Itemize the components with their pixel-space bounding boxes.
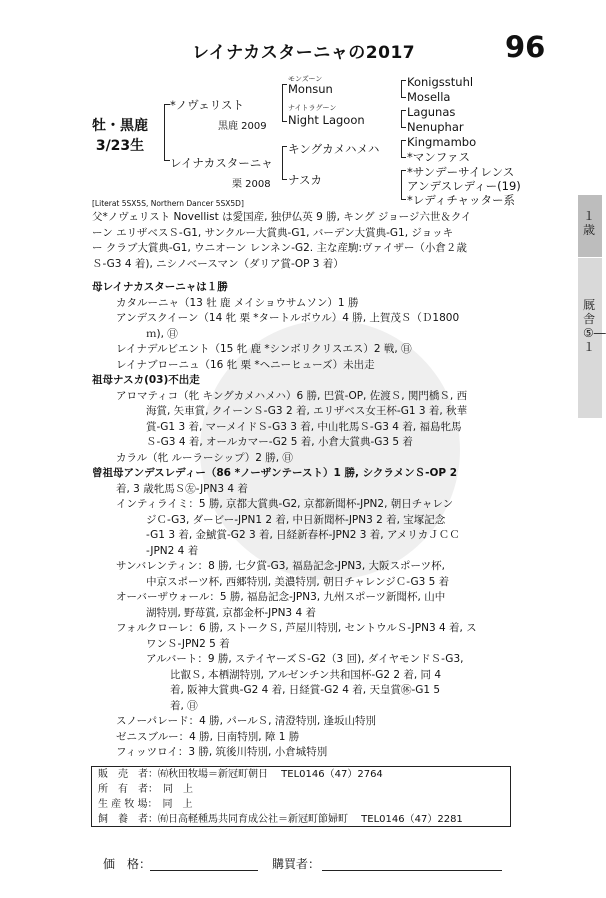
pedigree-bracket-3	[282, 146, 287, 180]
progeny-line: アルバート：9 勝, ステイヤーズＳ-G2（3 回), ダイヤモンドＳ-G3,	[146, 653, 464, 665]
dam-section	[92, 280, 459, 373]
dam-sire: キングカメハメハ	[288, 142, 380, 156]
gg-9: *レディチャッター系	[407, 193, 515, 207]
gg-6: *マンファス	[407, 150, 471, 164]
seller-line: 販 売 者：㈲秋田牧場＝新冠町朝日 TEL0146（47）2764	[98, 769, 383, 780]
gg-7: *サンデーサイレンス	[407, 165, 515, 179]
progeny-line: 賞-G1 3 着, マーメイドＳ-G3 3 着, 中山牝馬Ｓ-G3 4 着, 福島牝馬	[146, 420, 462, 433]
gg-8: アンデスレディー(19)	[407, 179, 521, 193]
gg-2: Mosella	[407, 90, 451, 104]
bracket-5	[401, 110, 406, 128]
gg-5: Kingmambo	[407, 135, 477, 149]
inbreeding-note: [Literat 5SX5S, Northern Dancer 5SX5D]	[92, 199, 244, 208]
progeny-line: カタルーニャ（13 牡 鹿 メイショウサムソン）1 勝	[116, 296, 359, 309]
progeny-line: フォルクローレ：6 勝, ストークＳ, 芦屋川特別, セントウルＳ-JPN3 4 着, ス	[116, 622, 477, 634]
progeny-line: ワンＳ-JPN2 5 着	[146, 637, 230, 650]
sire-name: *ノヴェリスト	[170, 98, 245, 112]
buyer-field-line[interactable]	[322, 870, 502, 871]
lot-number: 96	[505, 30, 546, 64]
progeny-line: インティライミ：5 勝, 京都大賞典-G2, 京都新聞杯-JPN2, 朝日チャレン	[116, 498, 454, 510]
side-tab-stable[interactable]	[578, 258, 606, 418]
bracket-6	[401, 140, 406, 158]
progeny-line: レイナデルビエント（15 牝 鹿 *シンボリクリスエス）2 戦, ㊐	[116, 343, 412, 355]
progeny-line: ｍ), ㊐	[146, 327, 178, 340]
sire-text-line: 父*ノヴェリスト Novellist は愛国産, 独伊仏英 9 勝, キング ジョージ六世＆クイ	[92, 211, 472, 223]
dam-name: レイナカスターニャ	[170, 156, 273, 170]
sire-description	[92, 210, 471, 272]
sire-sire: Monsun	[288, 82, 333, 96]
sex-color: 牡・黒鹿	[92, 118, 148, 134]
progeny-line: レイナブローニュ（16 牝 栗 *ヘニーヒューズ）未出走	[116, 358, 375, 371]
granddam-heading: 祖母ナスカ(03)不出走	[92, 374, 200, 386]
pedigree-bracket-2	[282, 84, 287, 122]
horse-info	[92, 116, 148, 156]
sire-text-line: ー クラブ大賞典-G1, ウニオーン レンネン-G2. 主な産駒:ヴァイザー（小倉２歳	[92, 242, 467, 254]
ss-ruby: モンズーン	[288, 75, 323, 83]
progeny-line: 中京スポーツ杯, 西郷特別, 美濃特別, 朝日チャレンジＣ-G3 5 着	[146, 575, 450, 588]
progeny-line: オーバーザウォール：5 勝, 福島記念-JPN3, 九州スポーツ新聞杯, 山中	[116, 591, 446, 603]
dam-dam: ナスカ	[288, 173, 323, 187]
progeny-line: -G1 3 着, 金鯱賞-G2 3 着, 日経新春杯-JPN2 3 着, アメリカＪＣＣ	[146, 529, 460, 541]
price-field-line[interactable]	[150, 870, 258, 871]
ggdam-section	[92, 466, 477, 761]
pedigree-bracket-1	[164, 104, 170, 161]
progeny-line: 着, ㊐	[170, 699, 198, 712]
owner-line: 所 有 者： 同 上	[98, 784, 193, 795]
dam-heading: 母レイナカスターニャは１勝	[92, 281, 228, 293]
bracket-7	[401, 170, 406, 200]
side-tab-age-label: １歳	[583, 209, 596, 237]
progeny-line: 湖特別, 野苺賞, 京都金杯-JPN3 4 着	[146, 606, 316, 619]
sire-dam: Night Lagoon	[288, 113, 365, 127]
ggdam-heading: 曾祖母アンデスレディー（86 *ノーザンテースト）1 勝, シクラメンＳ-OP 2	[92, 467, 458, 479]
progeny-line: 着, 阪神大賞典-G2 4 着, 日経賞-G2 4 着, 天皇賞㊡-G1 5	[170, 684, 441, 696]
farm-line: 生 産 牧 場： 同 上	[98, 799, 193, 810]
sire-text-line: ーン エリザベスＳ-G1, サンクルー大賞典-G1, バーデン大賞典-G1, ジョッキ	[92, 226, 454, 239]
side-tab-stable-label: 厩舎⑤―１	[583, 298, 606, 354]
progeny-line: 海賞, 矢車賞, クイーンＳ-G3 2 着, エリザベス女王杯-G1 3 着, 秋華	[146, 405, 468, 417]
gg-4: Nenuphar	[407, 120, 464, 134]
progeny-line: フィッツロイ：3 勝, 筑後川特別, 小倉城特別	[116, 746, 328, 758]
dam-info: 栗 2008	[232, 179, 271, 190]
raiser-line: 飼 養 者：㈲日高軽種馬共同育成公社＝新冠町節婦町 TEL0146（47）2281	[98, 814, 463, 825]
progeny-line: アンデスクイーン（14 牝 栗 *タートルボウル）4 勝, 上賀茂Ｓ（Ｄ1800	[116, 312, 460, 324]
bracket-4	[401, 80, 406, 98]
progeny-line: カラル（牝 ルーラーシップ）2 勝, ㊐	[116, 451, 293, 464]
progeny-line: -JPN2 4 着	[146, 544, 199, 557]
sd-ruby: ナイトラグーン	[288, 104, 337, 112]
gg-1: Konigsstuhl	[407, 75, 474, 89]
progeny-line: アロマティコ（牝 キングカメハメハ）6 勝, 巴賞-OP, 佐渡Ｓ, 関門橋Ｓ, 西	[116, 389, 468, 402]
progeny-line: Ｓ-G3 4 着, オールカマー-G2 5 着, 小倉大賞典-G3 5 着	[146, 436, 413, 448]
progeny-line: ジＣ-G3, ダービー-JPN1 2 着, 中日新聞杯-JPN3 2 着, 宝塚記念	[146, 513, 446, 526]
progeny-line: サンバレンティン：8 勝, 七夕賞-G3, 福島記念-JPN3, 大阪スポーツ杯,	[116, 560, 445, 572]
gg-3: Lagunas	[407, 105, 456, 119]
price-label: 価 格：	[103, 857, 152, 871]
sire-info: 黒鹿 2009	[218, 121, 267, 132]
birth-date: 3/23生	[95, 138, 145, 154]
side-tab-age[interactable]	[578, 195, 602, 257]
progeny-line: スノーパレード：4 勝, パールＳ, 清澄特別, 逢坂山特別	[116, 715, 376, 727]
progeny-line: ゼニスブルー：4 勝, 日南特別, 障 1 勝	[116, 730, 300, 743]
progeny-line: 着, 3 歳牝馬Ｓ㊧-JPN3 4 着	[116, 482, 248, 495]
granddam-section	[92, 373, 467, 466]
sire-text-line: Ｓ-G3 4 着), ニシノベースマン（ダリア賞-OP 3 着）	[92, 257, 344, 270]
page-title: レイナカスターニャの2017	[192, 43, 416, 63]
buyer-label: 購買者：	[272, 857, 321, 871]
progeny-line: 比叡Ｓ, 本栖湖特別, アルゼンチン共和国杯-G2 2 着, 同 4	[170, 668, 442, 681]
